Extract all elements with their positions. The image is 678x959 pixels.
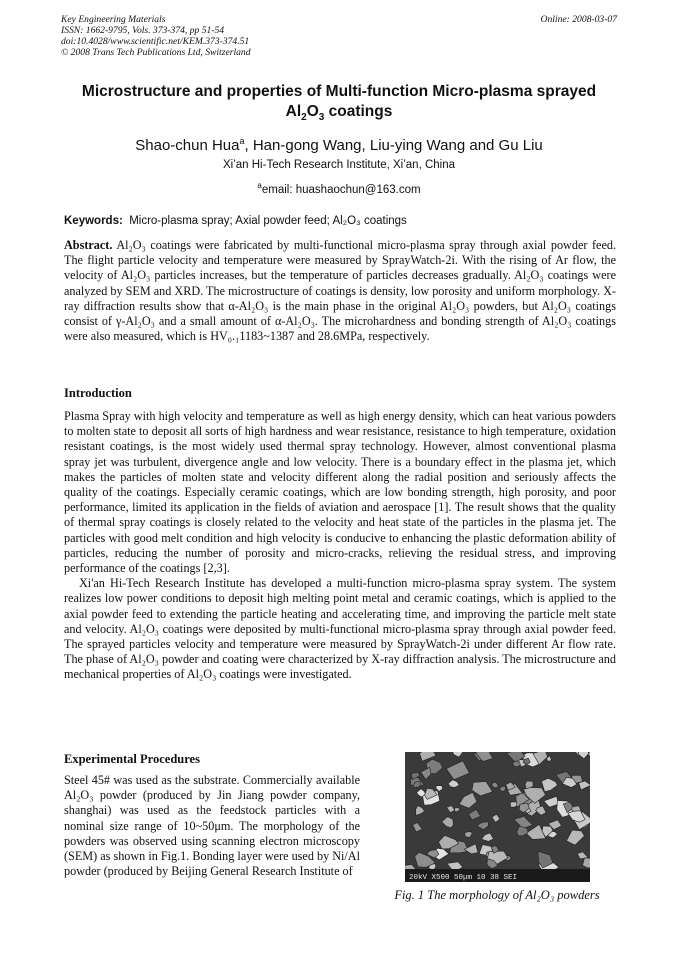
experimental-body: Steel 45# was used as the substrate. Commercially available Al₂O₃ powder (produced by Jin Jiang powder company, shanghai) was used as the feedstock particles with a nominal size range of 10~50μm. The morphology of the powders was observed using scanning electron microscopy (SEM) as shown in Fig.1. Bonding layer were used by Ni/Al powder (produced by Beijing General Research Institute of [64,773,360,879]
keywords-text: Micro-plasma spray; Axial powder feed; Al₂O₃ coatings [129,215,407,227]
abstract-label: Abstract. [64,238,113,252]
introduction-body [64,409,616,683]
introduction-paragraph-1: Plasma Spray with high velocity and temperature as well as high energy density, which can heat various powders to molten state to deposit all sorts of high hardness and wear resistance, resistance to high temperature, oxidation resistant coatings, is the most widely used thermal spray technology. However, almost conventional plasma spray jet was turbulent, divergence angle and low velocity. There is a boundary effect in the plasma jet, which makes the particles of molten state and velocity different along the radial position and seriously affects the quality of the coatings. Especially ceramic coatings, which are low bonding strength, high porosity, and poor performance, limited its application in the fields of aviation and aerospace [1]. The result shows that the quality of thermal spray coatings is closely related to the velocity and heat state of the particles in the plasma jet. The particles with good melt condition and high velocity is conducive to enhancing the plastic deformation ability of particles, reducing the number of porosity and micro-cracks, relieving the residual stress, and improving performance of the coatings [2,3]. [64,409,616,576]
affiliation: Xi’an Hi-Tech Research Institute, Xi’an, China [222,159,456,171]
sem-micrograph [405,752,590,882]
abstract [64,238,616,344]
online-date: Online: 2008-03-07 [540,14,617,25]
author-email: $^a$email: huashaochun@163.com [257,181,421,196]
keywords-label: Keywords: [64,215,123,227]
introduction-heading: Introduction [64,386,132,400]
paper-title [40,82,638,128]
keywords [64,214,616,228]
title-line-2: $Al_2O_3$ coatings [285,103,393,124]
journal-name: Key Engineering Materials [61,14,166,25]
author-list: Shao-chun Hua$^a$, Han-gong Wang, Liu-ying Wang and Gu Liu [135,136,543,154]
abstract-text: Al₂O₃ coatings were fabricated by multi-functional micro-plasma spray through axial powder feed. The flight particle velocity and temperature were measured by SprayWatch-2i. With the rising of Ar flow, the velocity of Al₂O₃ particles increases, but the temperature of particles decreases gradually. Al₂O₃ coatings were analyzed by SEM and XRD. The microstructure of coatings is density, low porosity and uniform morphology. X-ray diffraction results show that α-Al₂O₃ is the main phase in the original Al₂O₃ powders, but Al₂O₃ coatings consist of γ-Al₂O₃ and a small amount of α-Al₂O₃. The microhardness and bonding strength of Al₂O₃ coatings were also measured, which is HV₀.₁1183~1387 and 28.6MPa, respectively. [64,238,616,344]
figure-caption: Fig. 1 The morphology of Al₂O₃ powders [394,888,600,902]
other-authors: , Han-gong Wang, Liu-ying Wang and Gu Liu [244,137,543,154]
issn-line: ISSN: 1662-9795, Vols. 373-374, pp 51-54 [61,25,225,36]
experimental-heading: Experimental Procedures [64,752,200,766]
copyright-line: © 2008 Trans Tech Publications Ltd, Switzerland [61,47,251,58]
journal-header [61,14,617,58]
title-line-1: Microstructure and properties of Multi-function Micro-plasma sprayed [81,83,597,100]
sem-scale-label: 20kV X500 50μm 10 38 SEI [409,874,518,882]
author-1: Shao-chun Hua [135,137,240,154]
introduction-paragraph-2: Xi'an Hi-Tech Research Institute has developed a multi-function micro-plasma spray system. The system realizes low power conditions to deposit high melting point metal and ceramic coatings, which is applied to the axial powder feed to extending the particle heating and accelerating time, and improving the particle melt state and velocity. Al₂O₃ coatings were deposited by multi-functional micro-plasma spray through axial powder feed. The sprayed particles velocity and temperature were measured by SprayWatch-2i under different Ar flow rate. The phase of Al₂O₃ powder and coating were characterized by X-ray diffraction analysis. The microstructure and mechanical properties of Al₂O₃ coatings were investigated. [64,576,616,682]
doi-line: doi:10.4028/www.scientific.net/KEM.373-374.51 [61,36,250,47]
sem-image [405,752,590,882]
